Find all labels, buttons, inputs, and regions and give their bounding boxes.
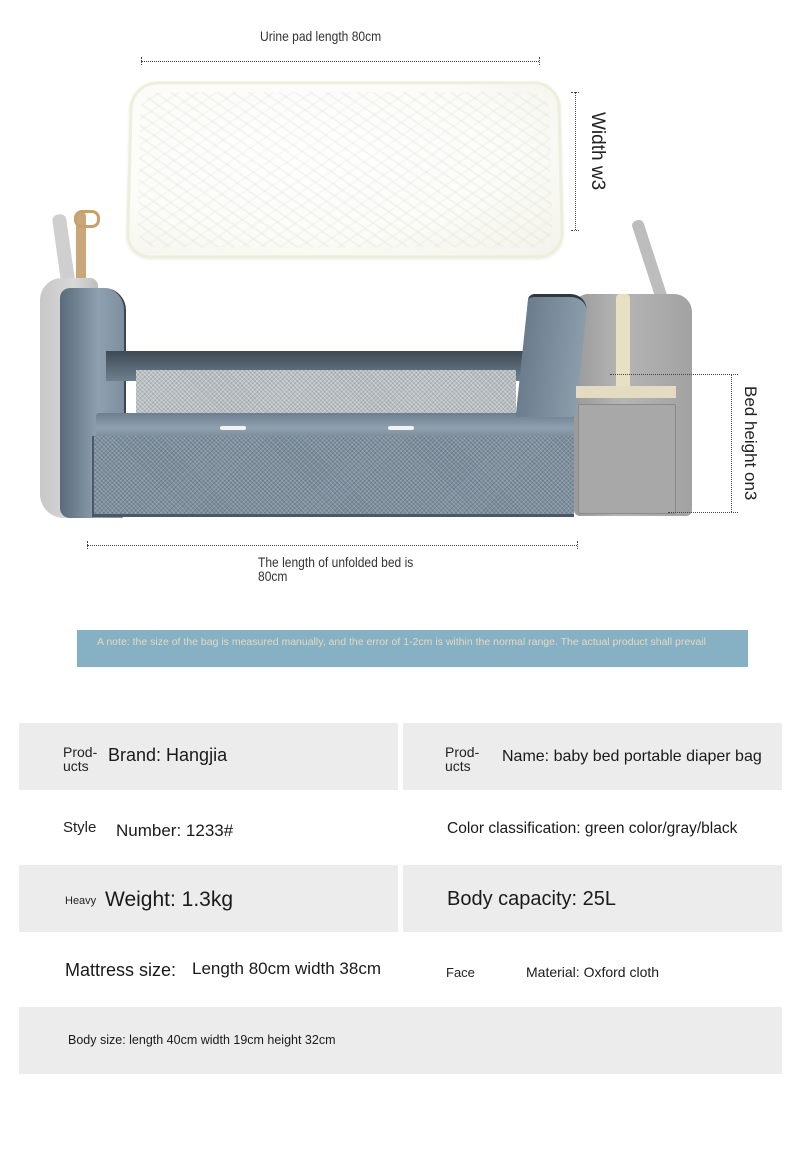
pad-length-line <box>141 61 539 62</box>
capacity-value: Body capacity: 25L <box>447 888 616 910</box>
measurement-note-banner <box>77 630 748 667</box>
unfolded-length-label <box>258 555 413 583</box>
measurement-note-text: A note: the size of the bag is measured manually, and the error of 1-2cm is within the normal range. The actual product shall prevail <box>97 636 706 648</box>
mattress-value: Length 80cm width 38cm <box>192 959 381 978</box>
pad-length-tick-right <box>539 57 540 65</box>
color-value: Color classification: green color/gray/black <box>447 820 738 837</box>
bag-zipper <box>616 294 630 394</box>
unfolded-length-line2: 80cm <box>258 568 288 584</box>
spec-cell-color <box>403 794 782 861</box>
pad-width-label: Width w3 <box>587 112 608 191</box>
strap-ring <box>74 210 100 228</box>
spec-cell-style <box>19 794 398 861</box>
brand-label-line1: Prod- <box>63 744 98 760</box>
pad-length-label: Urine pad length 80cm <box>260 28 382 44</box>
weight-label: Heavy <box>65 895 97 907</box>
unfolded-length-line <box>87 545 577 546</box>
pad-width-tick-top <box>571 92 579 93</box>
body-size-value: Body size: length 40cm width 19cm height 32cm <box>68 1033 336 1047</box>
diaper-bag-bed-image <box>36 208 706 523</box>
spec-cell-material <box>403 936 782 1003</box>
material-value: Material: Oxford cloth <box>526 964 660 980</box>
pad-length-tick-left <box>141 57 142 65</box>
brand-label-line2: ucts <box>63 758 89 774</box>
unfolded-length-line1: The length of unfolded bed is <box>258 554 414 570</box>
support-rod-left <box>220 426 246 430</box>
unfolded-tick-left <box>87 541 88 549</box>
unfolded-tick-right <box>577 541 578 549</box>
bed-height-bottom-line <box>668 512 738 513</box>
bed-height-line <box>731 374 732 512</box>
style-label: Style <box>63 819 97 836</box>
name-label-line2: ucts <box>445 758 471 774</box>
name-value: Name: baby bed portable diaper bag <box>502 748 762 765</box>
name-label-line1: Prod- <box>445 744 480 760</box>
style-value: Number: 1233# <box>116 821 234 840</box>
spec-cell-weight <box>19 865 398 932</box>
bed-front-mesh <box>92 436 574 517</box>
spec-cell-mattress <box>19 936 398 1003</box>
material-label: Face <box>446 965 475 980</box>
bed-height-top-line <box>610 374 738 375</box>
weight-value: Weight: 1.3kg <box>105 888 234 911</box>
spec-cell-brand <box>19 723 398 790</box>
spec-cell-body-size <box>19 1007 782 1074</box>
support-rod-right <box>388 426 414 430</box>
bed-height-label: Bed height on3 <box>741 386 760 501</box>
bag-side-pocket <box>578 404 676 514</box>
brand-value: Brand: Hangjia <box>108 745 228 765</box>
spec-cell-name <box>403 723 782 790</box>
bag-band <box>576 386 676 398</box>
brand-label <box>63 745 97 773</box>
spec-cell-capacity <box>403 865 782 932</box>
name-label <box>445 745 479 773</box>
mattress-label: Mattress size: <box>65 960 177 980</box>
